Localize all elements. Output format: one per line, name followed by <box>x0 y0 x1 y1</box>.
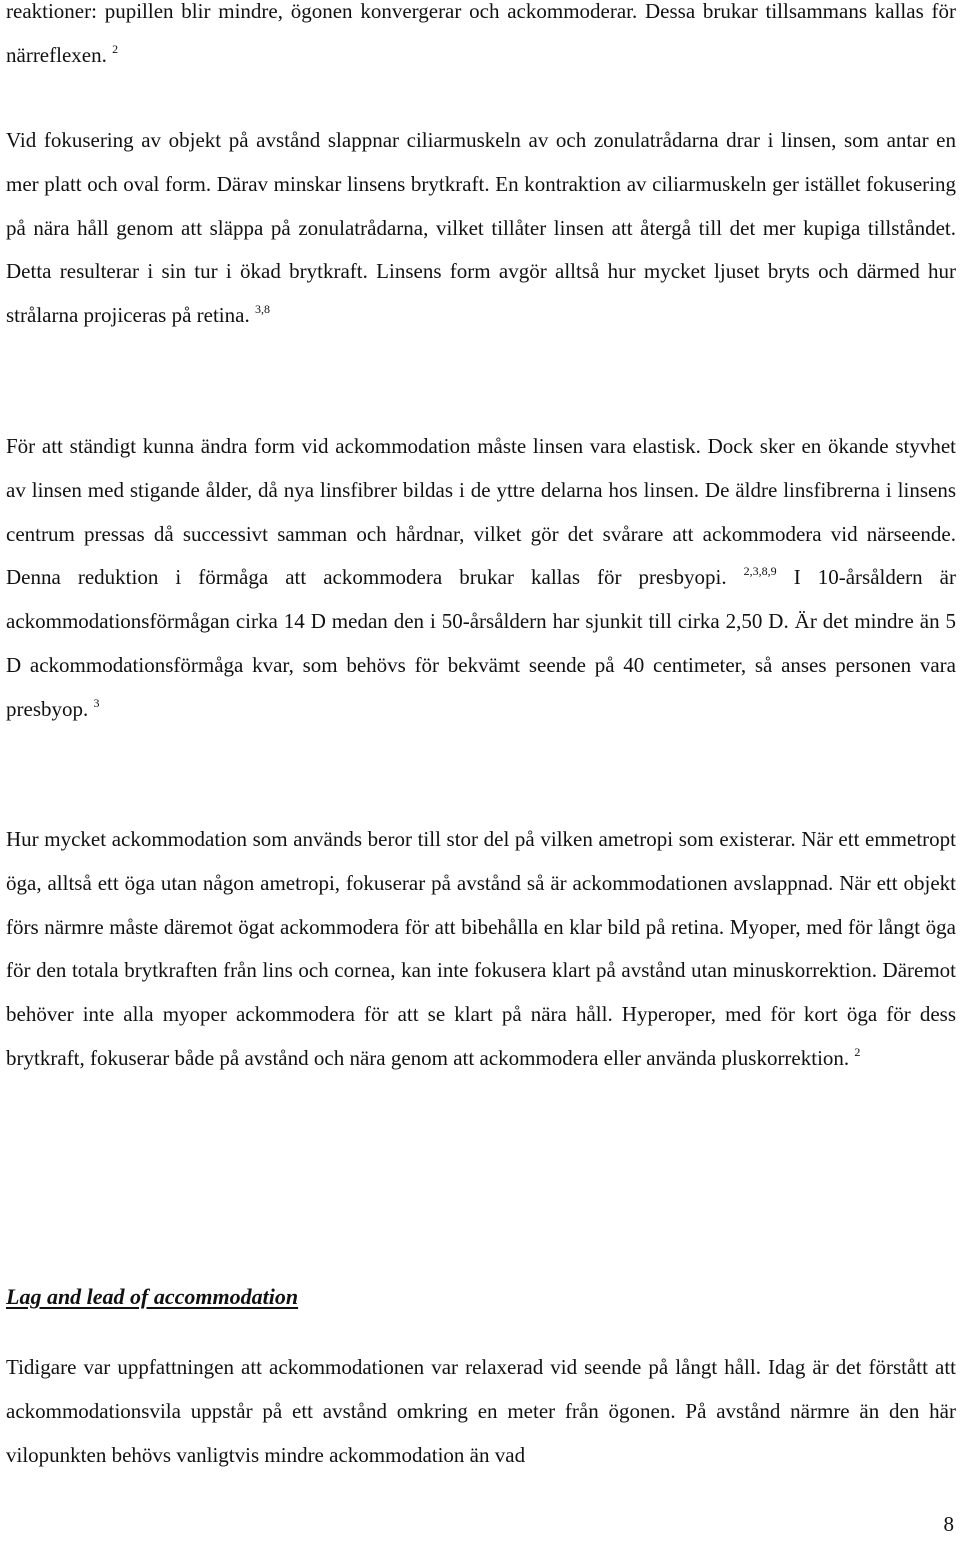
paragraph-presbyopia <box>6 425 956 732</box>
paragraph-near-reflex <box>6 0 956 78</box>
reference-superscript: 3,8 <box>254 302 270 317</box>
paragraph-text: reaktioner: pupillen blir mindre, ögonen konvergerar och ackommoderar. Dessa brukar tillsammans kallas för närreflexen. <box>6 0 956 67</box>
page-number: 8 <box>943 1512 954 1536</box>
paragraph-text: Hur mycket ackommodation som används beror till stor del på vilken ametropi som existerar. När ett emmetropt öga, alltså ett öga utan någon ametropi, fokuserar på avstånd så är ackommodationen avslappnad. När ett objekt förs närmre måste däremot ögat ackommodera för att bibehålla en klar bild på retina. Myoper, med för långt öga för den totala brytkraften från lins och cornea, kan inte fokusera klart på avstånd utan minuskorrektion. Däremot behöver inte alla myoper ackommodera för att se klart på nära håll. Hyperoper, med för kort öga för dess brytkraft, fokuserar både på avstånd och nära genom att ackommodera eller använda pluskorrektion. <box>6 827 956 1070</box>
paragraph-text: Vid fokusering av objekt på avstånd slappnar ciliarmuskeln av och zonulatrådarna drar i linsen, som antar en mer platt och oval form. Därav minskar linsens brytkraft. En kontraktion av ciliarmuskeln ger istället fokusering på nära håll genom att släppa på zonulatrådarna, vilket tillåter linsen att återgå till det mer kupiga tillståndet. Detta resulterar i sin tur i ökad brytkraft. Linsens form avgör alltså hur mycket ljuset bryts och därmed hur strålarna projiceras på retina. <box>6 128 956 328</box>
paragraph-lag-lead: Tidigare var uppfattningen att ackommodationen var relaxerad vid seende på långt håll. Idag är det förstått att ackommodationsvila uppstår på ett avstånd omkring en meter från ögonen. På avstånd närmre än den här vilopunkten behövs vanligtvis mindre ackommodation än vad <box>6 1355 956 1467</box>
paragraph-ametropia <box>6 818 956 1081</box>
paragraph-text: I 10-årsåldern är ackommodationsförmågan cirka 14 D medan den i 50-årsåldern har sjunkit till cirka 2,50 D. Är det mindre än 5 D ackommodationsförmåga kvar, som behövs för bekvämt seende på 40 centimeter, så anses personen vara presbyop. <box>6 565 956 721</box>
reference-superscript: 2 <box>854 1044 861 1059</box>
reference-superscript: 2,3,8,9 <box>743 564 777 579</box>
section-heading: Lag and lead of accommodation <box>6 1284 299 1309</box>
paragraph-focusing <box>6 119 956 338</box>
paragraph-text: För att ständigt kunna ändra form vid ackommodation måste linsen vara elastisk. Dock sker en ökande styvhet av linsen med stigande ålder, då nya linsfibrer bildas i de yttre delarna hos linsen. De äldre linsfibrerna i linsens centrum pressas då successivt samman och hårdnar, vilket gör det svårare att ackommodera vid närseende. Denna reduktion i förmåga att ackommodera brukar kallas för presbyopi. <box>6 434 956 590</box>
reference-superscript: 2 <box>112 41 119 56</box>
reference-superscript: 3 <box>93 695 100 710</box>
